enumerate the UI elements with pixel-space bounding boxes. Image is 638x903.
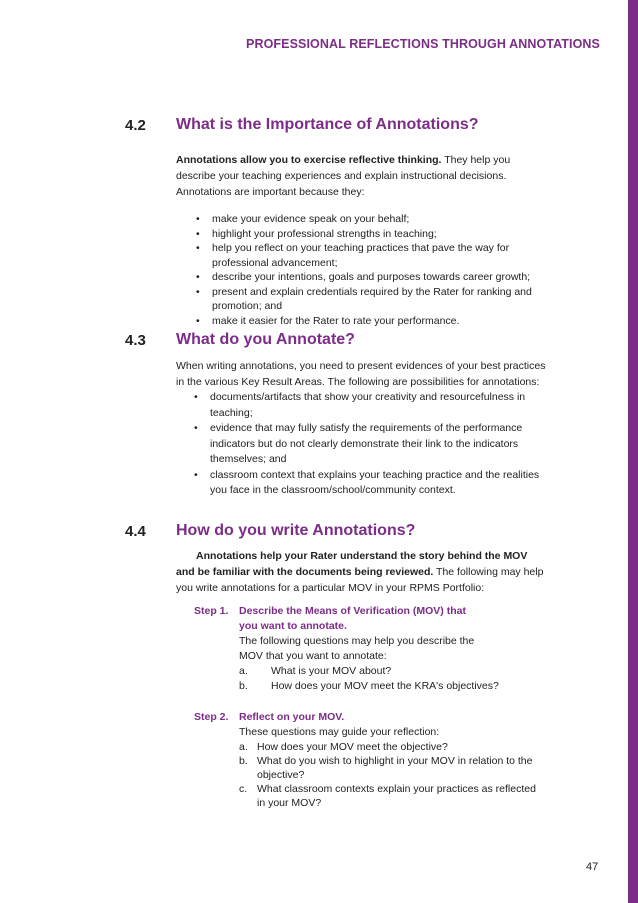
item-text: What is your MOV about? xyxy=(271,665,392,677)
purple-edge-bar xyxy=(628,0,638,903)
item-text: How does your MOV meet the objective? xyxy=(257,741,448,753)
section-title: What is the Importance of Annotations? xyxy=(176,116,479,133)
list-item: • evidence that may fully satisfy the requirements of the performance indicators but do not clearly demonstrate their link to the indicators themselves; and xyxy=(174,421,548,468)
list-item xyxy=(239,679,554,694)
intro-text: They help you describe your teaching experiences and explain instructional decisions. Annotations are important because they: xyxy=(176,154,511,198)
section-number: 4.3 xyxy=(125,332,146,349)
list-item xyxy=(239,754,539,782)
bullet-list xyxy=(174,390,548,499)
item-letter: c. xyxy=(239,783,248,795)
intro-bold: Annotations allow you to exercise reflective thinking. xyxy=(176,154,442,166)
section-number: 4.2 xyxy=(125,117,146,134)
item-text: What classroom contexts explain your practices as reflected in your MOV? xyxy=(257,783,536,809)
list-item: • present and explain credentials required by the Rater for ranking and promotion; and xyxy=(176,285,548,314)
list-item: • highlight your professional strengths in teaching; xyxy=(176,227,548,242)
section-title: What do you Annotate? xyxy=(176,331,355,348)
step-title: Reflect on your MOV. xyxy=(239,711,345,723)
item-letter: a. xyxy=(239,741,248,753)
step-title: Describe the Means of Verification (MOV) that you want to annotate. xyxy=(239,605,466,632)
step-2 xyxy=(194,710,554,810)
intro-text: The following may help you write annotations for a particular MOV in your RPMS Portfolio: xyxy=(176,566,544,594)
section-number: 4.4 xyxy=(125,523,146,540)
step-label: Step 1. xyxy=(194,605,229,617)
list-item xyxy=(239,740,539,754)
list-item xyxy=(239,664,554,679)
item-letter: b. xyxy=(239,755,248,767)
item-text: What do you wish to highlight in your MOV in relation to the objective? xyxy=(257,755,533,781)
list-item: • make your evidence speak on your behalf; xyxy=(176,212,548,227)
intro-paragraph xyxy=(176,152,548,200)
section-body xyxy=(176,358,548,499)
intro-bold: Annotations help your Rater understand the story behind the MOV and be familiar with the documents being reviewed. xyxy=(176,550,528,578)
intro-paragraph: When writing annotations, you need to present evidences of your best practices in the various Key Result Areas. The following are possibilities for annotations: xyxy=(176,360,546,388)
intro-paragraph xyxy=(176,548,548,596)
step-label: Step 2. xyxy=(194,711,229,723)
step-1 xyxy=(194,604,554,694)
list-item: • help you reflect on your teaching practices that pave the way for professional advancement; xyxy=(176,241,548,270)
item-letter: b. xyxy=(239,680,248,692)
page-header: PROFESSIONAL REFLECTIONS THROUGH ANNOTATIONS xyxy=(246,37,600,51)
list-item: • documents/artifacts that show your creativity and resourcefulness in teaching; xyxy=(174,390,548,421)
question-list xyxy=(239,740,539,810)
section-body xyxy=(176,152,548,328)
bullet-list xyxy=(176,212,548,328)
section-title: How do you write Annotations? xyxy=(176,522,416,539)
step-description: These questions may guide your reflection: xyxy=(239,726,440,738)
item-text: How does your MOV meet the KRA's objectives? xyxy=(271,680,499,692)
section-body xyxy=(176,548,548,596)
list-item: • describe your intentions, goals and purposes towards career growth; xyxy=(176,270,548,285)
question-list xyxy=(239,664,554,694)
page-number: 47 xyxy=(586,861,599,873)
step-description: The following questions may help you describe the MOV that you want to annotate: xyxy=(239,635,475,662)
list-item xyxy=(239,782,539,810)
list-item: • make it easier for the Rater to rate your performance. xyxy=(176,314,548,329)
item-letter: a. xyxy=(239,665,248,677)
list-item: • classroom context that explains your teaching practice and the realities you face in the classroom/school/community context. xyxy=(174,468,548,499)
